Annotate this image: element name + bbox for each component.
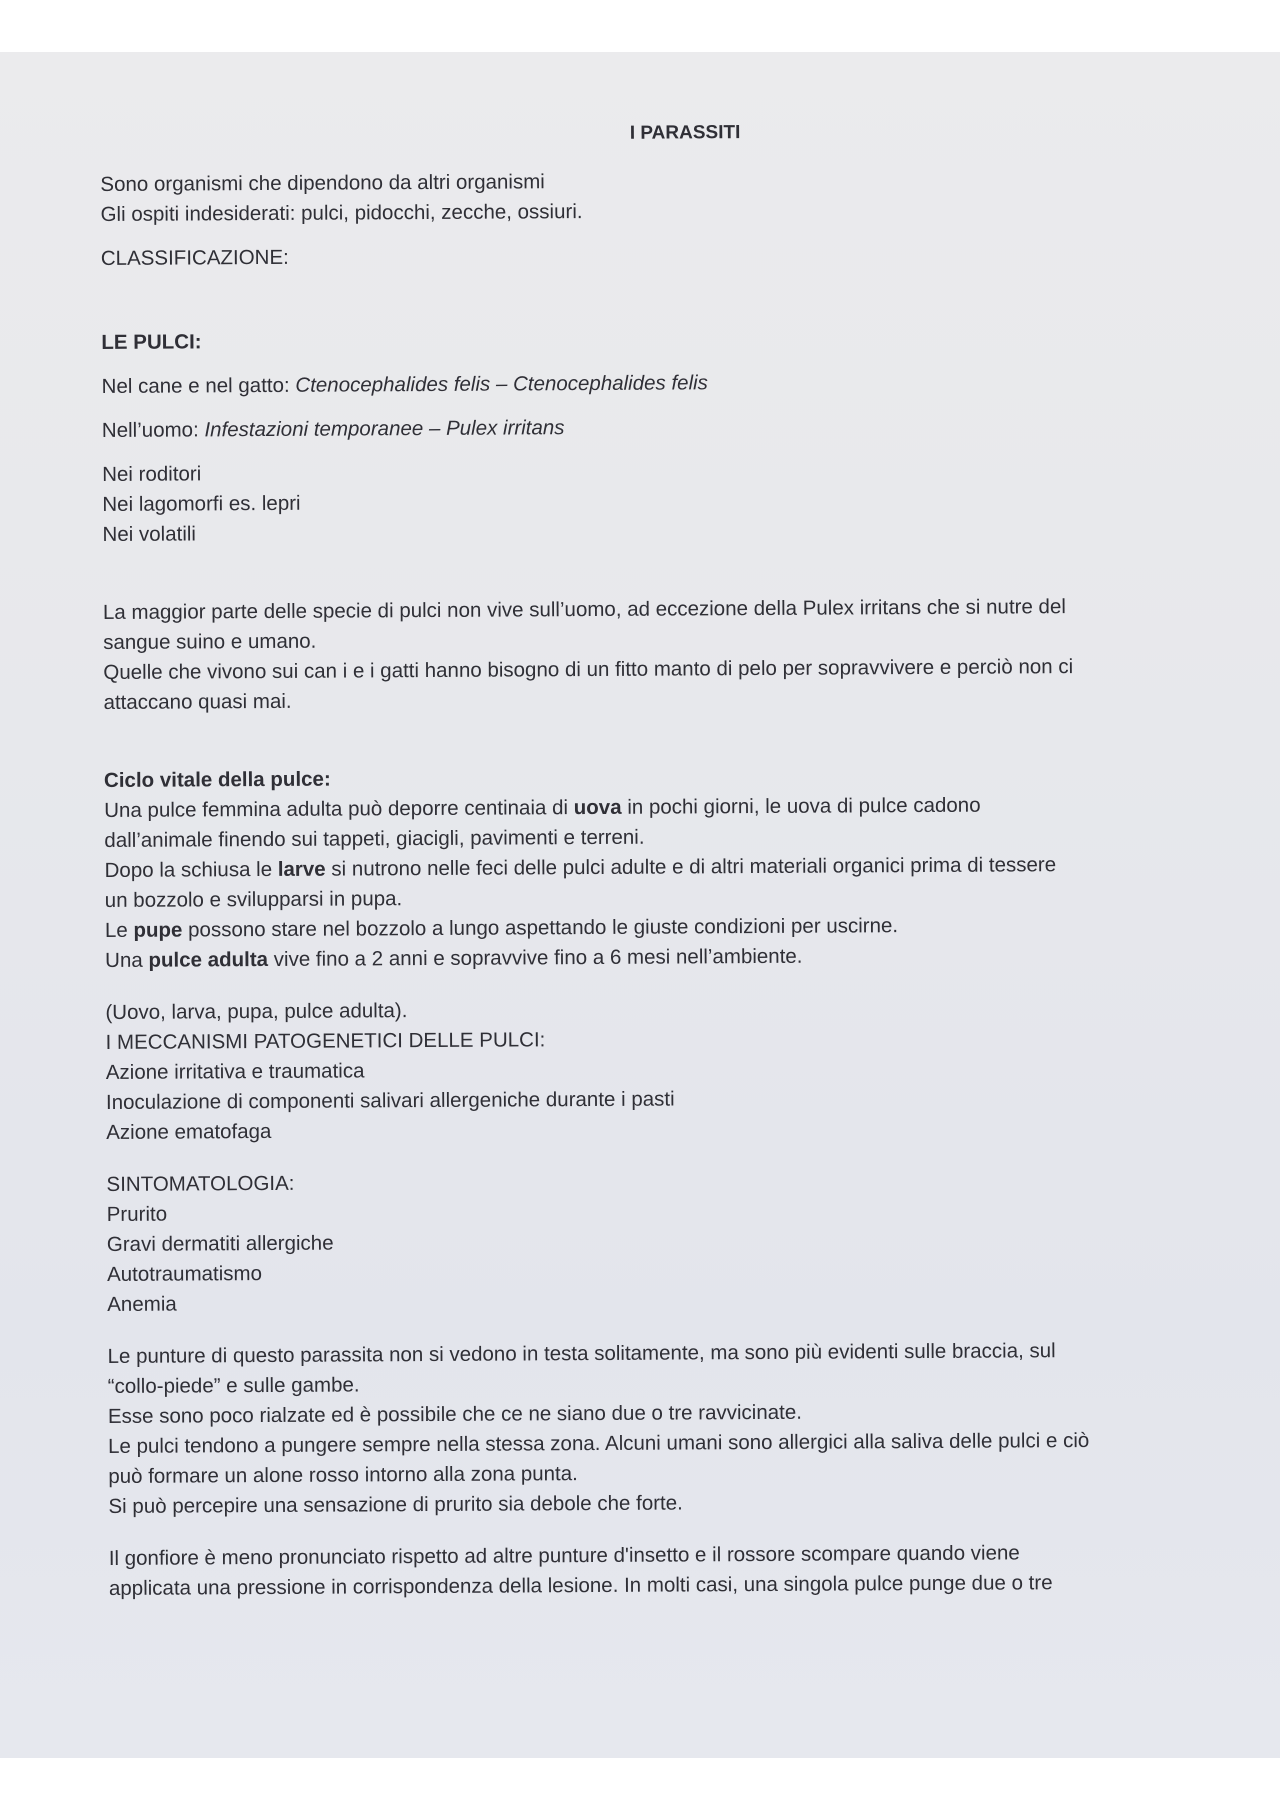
host-item: Nei volatili — [102, 522, 197, 546]
gonfiore-paragraph — [109, 1537, 1199, 1604]
species-name: Pulex irritans — [445, 416, 565, 440]
sintomo-item: Anemia — [107, 1292, 177, 1316]
paragraph-line: sangue suino e umano. — [103, 629, 317, 654]
classificazione-label: CLASSIFICAZIONE: — [100, 245, 289, 270]
species-name: Ctenocephalides felis — [512, 371, 708, 396]
paper-page — [0, 52, 1280, 1758]
key-term: pulce adulta — [148, 947, 269, 972]
meccanismi-section — [105, 991, 1196, 1148]
paragraph-line: “collo-piede” e sulle gambe. — [107, 1373, 360, 1398]
paragraph-line: La maggior parte delle specie di pulci non vive sull’uomo, ad eccezione della Pulex irritans che si nutre del — [102, 595, 1066, 624]
paragraph-line: Le punture di questo parassita non si vedono in testa solitamente, ma sono più evidenti sulle braccia, sul — [107, 1339, 1056, 1368]
paragraph-line: può formare un alone rosso intorno alla zona punta. — [108, 1462, 578, 1488]
host-item: Nei roditori — [102, 462, 202, 486]
intro-line: Gli ospiti indesiderati: pulci, pidocchi, zecche, ossiuri. — [100, 200, 583, 226]
ciclo-line: un bozzolo e svilupparsi in pupa. — [104, 887, 403, 912]
paragraph-line: attaccano quasi mai. — [103, 689, 292, 714]
text: Dopo la schiusa le — [104, 857, 278, 882]
text: Una pulce femmina adulta può deporre centinaia di — [104, 796, 574, 822]
uomo-label: Nell’uomo: — [101, 418, 205, 442]
document-body — [100, 115, 1199, 1604]
text: Le — [104, 918, 134, 942]
sintomatologia-heading: SINTOMATOLOGIA: — [106, 1171, 295, 1196]
ciclo-vitale-section — [104, 759, 1195, 976]
sintomo-item: Prurito — [106, 1202, 168, 1226]
text: Una — [105, 948, 149, 972]
text: vive fino a 2 anni e sopravvive fino a 6 mesi nell’ambiente. — [267, 944, 803, 971]
cane-gatto-label: Nel cane e nel gatto: — [101, 373, 296, 398]
ciclo-heading: Ciclo vitale della pulce: — [103, 767, 331, 792]
paragraph-line: Le pulci tendono a pungere sempre nella stessa zona. Alcuni umani sono allergici alla saliva delle pulci e ciò — [108, 1428, 1090, 1458]
text: si nutrono nelle feci delle pulci adulte e di altri materiali organici prima di tessere — [325, 853, 1057, 881]
key-term: larve — [277, 857, 326, 881]
pulci-heading: LE PULCI: — [101, 330, 202, 354]
separator: – — [490, 372, 514, 396]
paragraph-line: applicata una pressione in corrispondenza della lesione. In molti casi, una singola pulce punge due o tre — [108, 1571, 1053, 1600]
intro-block — [100, 163, 1190, 230]
ciclo-line: dall’animale finendo sui tappeti, giacigli, pavimenti e terreni. — [104, 825, 645, 852]
paragraph-line: Quelle che vivono sui can i e i gatti hanno bisogno di un fitto manto di pelo per sopravvivere e perciò non ci — [103, 655, 1074, 684]
text: in pochi giorni, le uova di pulce cadono — [621, 793, 981, 819]
meccanismi-item: Azione irritativa e traumatica — [105, 1059, 365, 1084]
meccanismi-line: (Uovo, larva, pupa, pulce adulta). — [105, 999, 408, 1024]
sintomatologia-section — [106, 1163, 1197, 1320]
hosts-list — [102, 453, 1193, 550]
paragraph-line: Si può percepire una sensazione di prurito sia debole che forte. — [108, 1491, 683, 1518]
sintomo-item: Gravi dermatiti allergiche — [106, 1231, 334, 1256]
document-title: I PARASSITI — [629, 122, 741, 144]
host-item: Nei lagomorfi es. lepri — [102, 491, 301, 516]
paragraph-specie — [103, 591, 1194, 718]
uomo-text: Infestazioni temporanee — [204, 417, 424, 442]
punture-paragraph — [107, 1335, 1198, 1522]
paragraph-line: Il gonfiore è meno pronunciato rispetto ad altre punture d'insetto e il rossore scompare quando viene — [108, 1541, 1020, 1570]
text: possono stare nel bozzolo a lungo aspettando le giuste condizioni per uscirne. — [182, 914, 899, 942]
paragraph-line: Esse sono poco rialzate ed è possibile che ce ne siano due o tre ravvicinate. — [107, 1400, 802, 1428]
intro-line: Sono organismi che dipendono da altri organismi — [100, 170, 545, 196]
meccanismi-item: Azione ematofaga — [106, 1119, 272, 1144]
key-term: uova — [573, 795, 622, 820]
key-term: pupe — [133, 918, 183, 942]
meccanismi-item: Inoculazione di componenti salivari allergeniche durante i pasti — [105, 1087, 675, 1114]
separator: – — [423, 416, 447, 441]
meccanismi-heading: I MECCANISMI PATOGENETICI DELLE PULCI: — [105, 1028, 546, 1054]
sintomo-item: Autotraumatismo — [106, 1262, 263, 1286]
species-name: Ctenocephalides felis — [295, 372, 491, 397]
